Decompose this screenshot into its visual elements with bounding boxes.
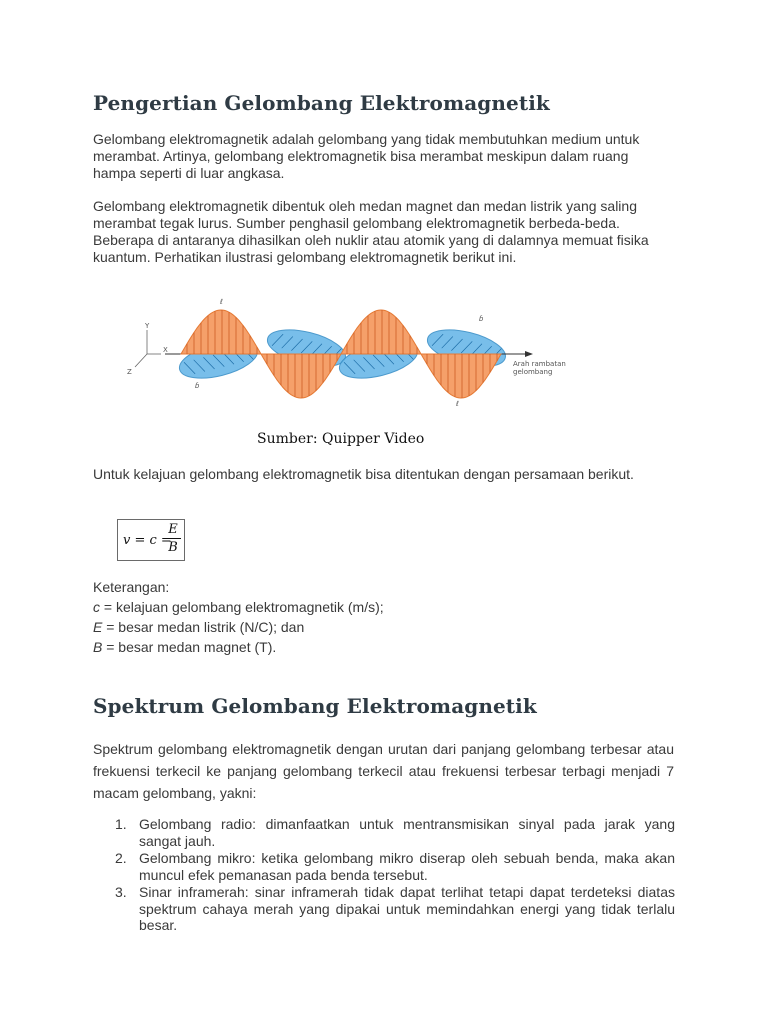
figure-caption: Sumber: Quipper Video — [257, 431, 425, 447]
paragraph-formation: Gelombang elektromagnetik dibentuk oleh medan magnet dan medan listrik yang saling merambat tegak lurus. Sumber penghasil gelombang elektromagnetik berbeda-beda. Beberapa di antaranya dihasilkan oleh nuklir atau atomik yang di dalamnya memuat fisika kuantum. Perhatikan ilustrasi gelombang elektromagnetik berikut ini. — [93, 198, 649, 265]
paragraph-spectrum-intro: Spektrum gelombang elektromagnetik dengan urutan dari panjang gelombang terbesar atau frekuensi terkecil ke panjang gelombang terkecil atau frekuensi terbesar terbagi menjadi 7 macam gelombang, yakni: — [93, 741, 674, 801]
fraction-bar — [165, 538, 181, 539]
axis-y-label: Y — [145, 322, 150, 330]
formula-fraction — [165, 522, 181, 555]
axis-x-label: X — [163, 346, 168, 354]
magnetic-label-right: ɓ — [479, 315, 484, 323]
list-item — [93, 816, 675, 849]
electric-field-wave — [181, 310, 501, 398]
electric-label-top: ℓ — [220, 298, 223, 306]
list-text: Sinar inframerah: sinar inframerah tidak dapat terlihat tetapi dapat terdeteksi diatas spektrum cahaya merah yang dipakai untuk memindahkan energi yang tidak terlalu besar. — [139, 884, 675, 933]
section-title-spektrum: Spektrum Gelombang Elektromagnetik — [93, 694, 537, 718]
formula-lhs: v = c = — [123, 533, 172, 548]
keterangan-heading: Keterangan: — [93, 579, 170, 595]
list-item — [93, 884, 675, 934]
axis-z-label: Z — [127, 368, 132, 376]
electric-lobe — [421, 354, 501, 398]
list-text: Gelombang radio: dimanfaatkan untuk mentransmisikan sinyal pada jarak yang sangat jauh. — [139, 816, 675, 849]
electric-lobe — [261, 354, 341, 398]
formula-denominator: B — [168, 540, 178, 555]
direction-label-line2: gelombang — [513, 368, 553, 376]
electric-lobe — [181, 310, 261, 354]
formula-numerator: E — [168, 522, 178, 537]
electric-lobe — [341, 310, 421, 354]
paragraph-speed: Untuk kelajuan gelombang elektromagnetik bisa ditentukan dengan persamaan berikut. — [93, 466, 634, 482]
section-title-pengertian: Pengertian Gelombang Elektromagnetik — [93, 91, 550, 115]
electric-label-bottom: ℓ — [456, 400, 459, 408]
symbol-b: B — [93, 639, 103, 655]
list-number: 1. — [115, 816, 127, 832]
desc-b: = besar medan magnet (T). — [102, 639, 277, 655]
direction-label-line1: Arah rambatan — [513, 360, 566, 368]
em-wave-illustration — [115, 288, 595, 413]
list-text: Gelombang mikro: ketika gelombang mikro diserap oleh sebuah benda, maka akan muncul efek pemanasan pada benda tersebut. — [139, 850, 675, 883]
keterangan-block — [93, 577, 658, 657]
magnetic-label-left: ɓ — [195, 382, 200, 390]
formula-box — [117, 519, 185, 561]
spectrum-list — [93, 816, 675, 935]
list-number: 3. — [115, 884, 127, 900]
symbol-e: E — [93, 619, 103, 635]
paragraph-definition: Gelombang elektromagnetik adalah gelombang yang tidak membutuhkan medium untuk merambat. Artinya, gelombang elektromagnetik bisa merambat meskipun dalam ruang hampa seperti di luar angkasa. — [93, 131, 640, 181]
list-number: 2. — [115, 850, 127, 866]
desc-e: = besar medan listrik (N/C); dan — [102, 619, 305, 635]
axes-gizmo — [135, 330, 161, 367]
symbol-c: c — [93, 599, 100, 615]
propagation-arrowhead — [525, 351, 533, 357]
list-item — [93, 850, 675, 883]
desc-c: = kelajuan gelombang elektromagnetik (m/s); — [100, 599, 384, 615]
